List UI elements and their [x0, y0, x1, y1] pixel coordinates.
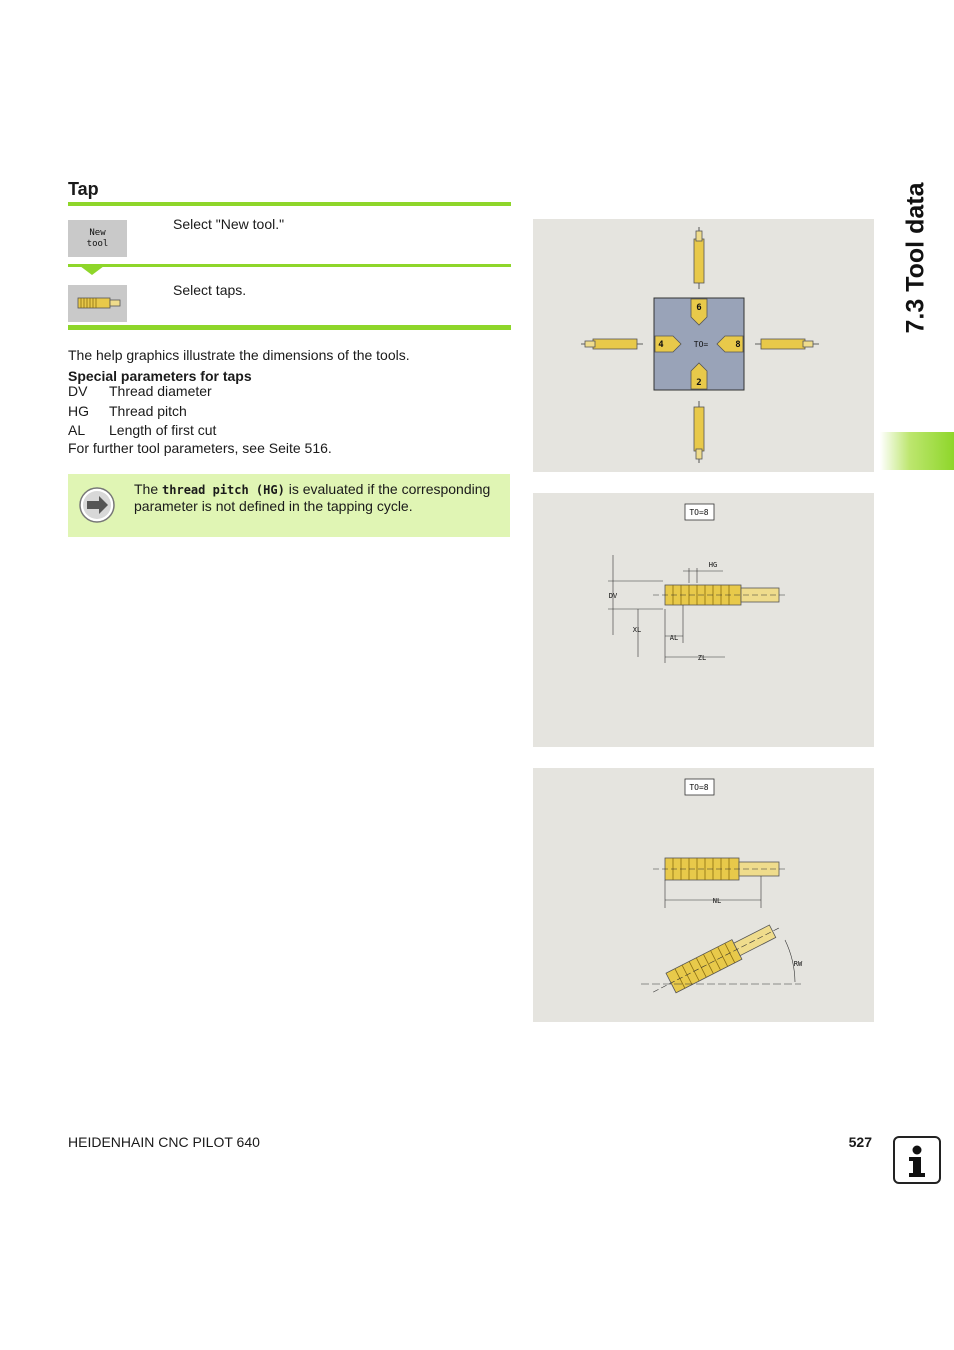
to-label: TO=8	[689, 783, 709, 792]
green-divider	[68, 264, 511, 267]
param-desc: Thread diameter	[109, 383, 212, 399]
further-params-link[interactable]: For further tool parameters, see Seite 516.	[68, 440, 332, 456]
tap-dimensions-figure	[533, 493, 874, 747]
softkey-line2: tool	[86, 239, 109, 249]
new-tool-softkey[interactable]	[68, 220, 127, 257]
tap-bottom	[694, 401, 704, 463]
step-pointer-icon	[80, 266, 104, 276]
tap-softkey[interactable]	[68, 285, 127, 322]
params-heading: Special parameters for taps	[68, 368, 252, 384]
softkey-line1: New	[89, 228, 106, 238]
pos-right-label: 8	[735, 340, 741, 350]
param-row	[68, 421, 216, 441]
param-row	[68, 382, 216, 402]
param-code: AL	[68, 422, 86, 438]
param-desc: Thread pitch	[109, 402, 187, 419]
dv-label: DV	[608, 592, 618, 600]
chapter-side-title	[896, 180, 936, 335]
note-box	[68, 474, 510, 537]
nl-label: NL	[712, 897, 722, 905]
to-label: TO=8	[689, 508, 709, 517]
arrow-right-icon	[79, 487, 115, 523]
pos-top-label: 6	[696, 303, 702, 313]
intro-text: The help graphics illustrate the dimensions of the tools.	[68, 347, 410, 363]
section-title: Tap	[68, 179, 99, 199]
pos-bottom-label: 2	[696, 378, 702, 388]
chapter-tab	[880, 432, 954, 470]
param-code: HG	[68, 402, 89, 419]
xl-label: XL	[632, 626, 642, 634]
tap-right	[755, 339, 819, 349]
tap-angle-figure	[533, 768, 874, 1022]
rw-label: RW	[793, 960, 803, 968]
tap-top	[694, 227, 704, 289]
info-i-glyph	[895, 1138, 939, 1182]
param-code: DV	[68, 383, 88, 399]
pos-left-label: 4	[658, 340, 664, 350]
step-1-text: Select "New tool."	[173, 216, 285, 232]
al-label: AL	[669, 634, 679, 642]
zl-label: ZL	[697, 654, 707, 662]
tap-left	[581, 339, 643, 349]
param-list	[68, 382, 216, 441]
param-desc: Length of first cut	[109, 422, 217, 438]
chapter-side-title-text: 7.3 Tool data	[901, 182, 930, 333]
page-number: 527	[848, 1134, 872, 1150]
param-row	[68, 402, 216, 422]
angle-diagram	[533, 768, 874, 1022]
note-code: thread pitch (HG)	[162, 483, 285, 497]
note-text	[134, 481, 504, 514]
dimension-diagram	[533, 493, 874, 747]
footer-product: HEIDENHAIN CNC PILOT 640	[68, 1134, 260, 1150]
note-post: is evaluated if the corresponding parameter is not defined in the tapping cycle.	[134, 481, 491, 514]
tool-orientation-figure	[533, 219, 874, 472]
orientation-diagram	[533, 219, 874, 472]
tap-tool-icon	[68, 285, 127, 322]
hg-label: HG	[708, 561, 718, 569]
step-2-text: Select taps.	[173, 282, 247, 298]
note-pre: The	[134, 481, 163, 497]
green-divider	[68, 202, 511, 206]
info-icon[interactable]	[893, 1136, 941, 1184]
green-divider	[68, 325, 511, 330]
to-center-label: TO=	[693, 340, 709, 349]
